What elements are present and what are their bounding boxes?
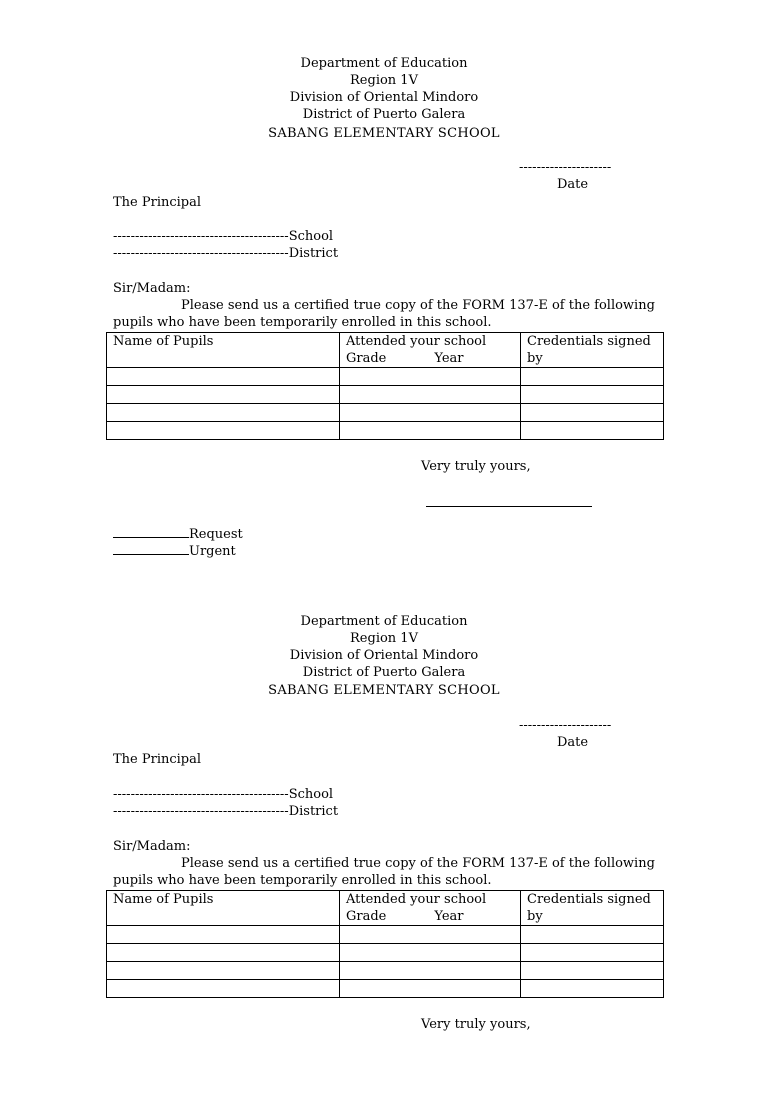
- table-header-row: [107, 333, 664, 368]
- col-name-of-pupils: Name of Pupils: [107, 333, 340, 368]
- body-text-line-2: pupils who have been temporarily enrolled in this school.: [113, 315, 492, 330]
- urgent-label: Urgent: [189, 544, 236, 559]
- closing: Very truly yours,: [421, 1017, 531, 1032]
- credentials-cell[interactable]: [521, 980, 664, 998]
- table-row: [107, 980, 664, 998]
- body-text-line-2: pupils who have been temporarily enrolled in this school.: [113, 873, 492, 888]
- school-line: ----------------------------------------School: [113, 229, 334, 244]
- date-label: Date: [557, 177, 589, 192]
- table-row: [107, 422, 664, 440]
- header-region: Region 1V: [350, 631, 418, 646]
- header-district: District of Puerto Galera: [302, 107, 466, 122]
- attended-cell[interactable]: [340, 980, 521, 998]
- attended-cell[interactable]: [340, 404, 521, 422]
- header-region: Region 1V: [350, 73, 418, 88]
- pupil-name-cell[interactable]: [107, 980, 340, 998]
- table-row: [107, 368, 664, 386]
- request-form-2: [0, 558, 768, 1118]
- request-option: [113, 526, 243, 543]
- attended-cell[interactable]: [340, 926, 521, 944]
- credentials-cell[interactable]: [521, 368, 664, 386]
- closing: Very truly yours,: [421, 459, 531, 474]
- signature-line[interactable]: [426, 506, 592, 507]
- table-row: [107, 926, 664, 944]
- table-row: [107, 386, 664, 404]
- pupil-name-cell[interactable]: [107, 422, 340, 440]
- table-row: [107, 944, 664, 962]
- district-line: ----------------------------------------District: [113, 804, 339, 819]
- credentials-cell[interactable]: [521, 962, 664, 980]
- attended-cell[interactable]: [340, 368, 521, 386]
- table-row: [107, 962, 664, 980]
- pupil-name-cell[interactable]: [107, 386, 340, 404]
- addressee: The Principal: [113, 195, 202, 210]
- salutation: Sir/Madam:: [113, 281, 191, 296]
- header-department: Department of Education: [300, 614, 468, 629]
- attended-cell[interactable]: [340, 962, 521, 980]
- district-line: ----------------------------------------District: [113, 246, 339, 261]
- salutation: Sir/Madam:: [113, 839, 191, 854]
- date-blank: ---------------------: [519, 718, 612, 733]
- school-line: ----------------------------------------School: [113, 787, 334, 802]
- request-blank[interactable]: [113, 526, 189, 538]
- body-text-line-1: Please send us a certified true copy of the FORM 137-E of the following: [181, 298, 655, 313]
- credentials-cell[interactable]: [521, 422, 664, 440]
- header-district: District of Puerto Galera: [302, 665, 466, 680]
- header-department: Department of Education: [300, 56, 468, 71]
- pupil-name-cell[interactable]: [107, 404, 340, 422]
- addressee: The Principal: [113, 752, 202, 767]
- date-blank: ---------------------: [519, 160, 612, 175]
- col-name-of-pupils: Name of Pupils: [107, 891, 340, 926]
- col-attended-school: Attended your school Grade Year: [340, 891, 521, 926]
- pupils-table: [106, 332, 664, 440]
- credentials-cell[interactable]: [521, 926, 664, 944]
- request-label: Request: [189, 527, 243, 542]
- col-credentials-signed: Credentials signed by: [521, 891, 664, 926]
- credentials-cell[interactable]: [521, 944, 664, 962]
- table-header-row: [107, 891, 664, 926]
- body-text-line-1: Please send us a certified true copy of the FORM 137-E of the following: [181, 856, 655, 871]
- date-label: Date: [557, 735, 589, 750]
- credentials-cell[interactable]: [521, 386, 664, 404]
- urgent-blank[interactable]: [113, 543, 189, 555]
- col-credentials-signed: Credentials signed by: [521, 333, 664, 368]
- col-attended-school: Attended your school Grade Year: [340, 333, 521, 368]
- pupils-table: [106, 890, 664, 998]
- attended-cell[interactable]: [340, 422, 521, 440]
- attended-cell[interactable]: [340, 386, 521, 404]
- pupil-name-cell[interactable]: [107, 962, 340, 980]
- header-division: Division of Oriental Mindoro: [289, 648, 479, 663]
- attended-cell[interactable]: [340, 944, 521, 962]
- pupil-name-cell[interactable]: [107, 944, 340, 962]
- credentials-cell[interactable]: [521, 404, 664, 422]
- pupil-name-cell[interactable]: [107, 368, 340, 386]
- header-school-name: SABANG ELEMENTARY SCHOOL: [268, 126, 500, 141]
- pupil-name-cell[interactable]: [107, 926, 340, 944]
- header-division: Division of Oriental Mindoro: [289, 90, 479, 105]
- header-school-name: SABANG ELEMENTARY SCHOOL: [268, 683, 500, 698]
- table-row: [107, 404, 664, 422]
